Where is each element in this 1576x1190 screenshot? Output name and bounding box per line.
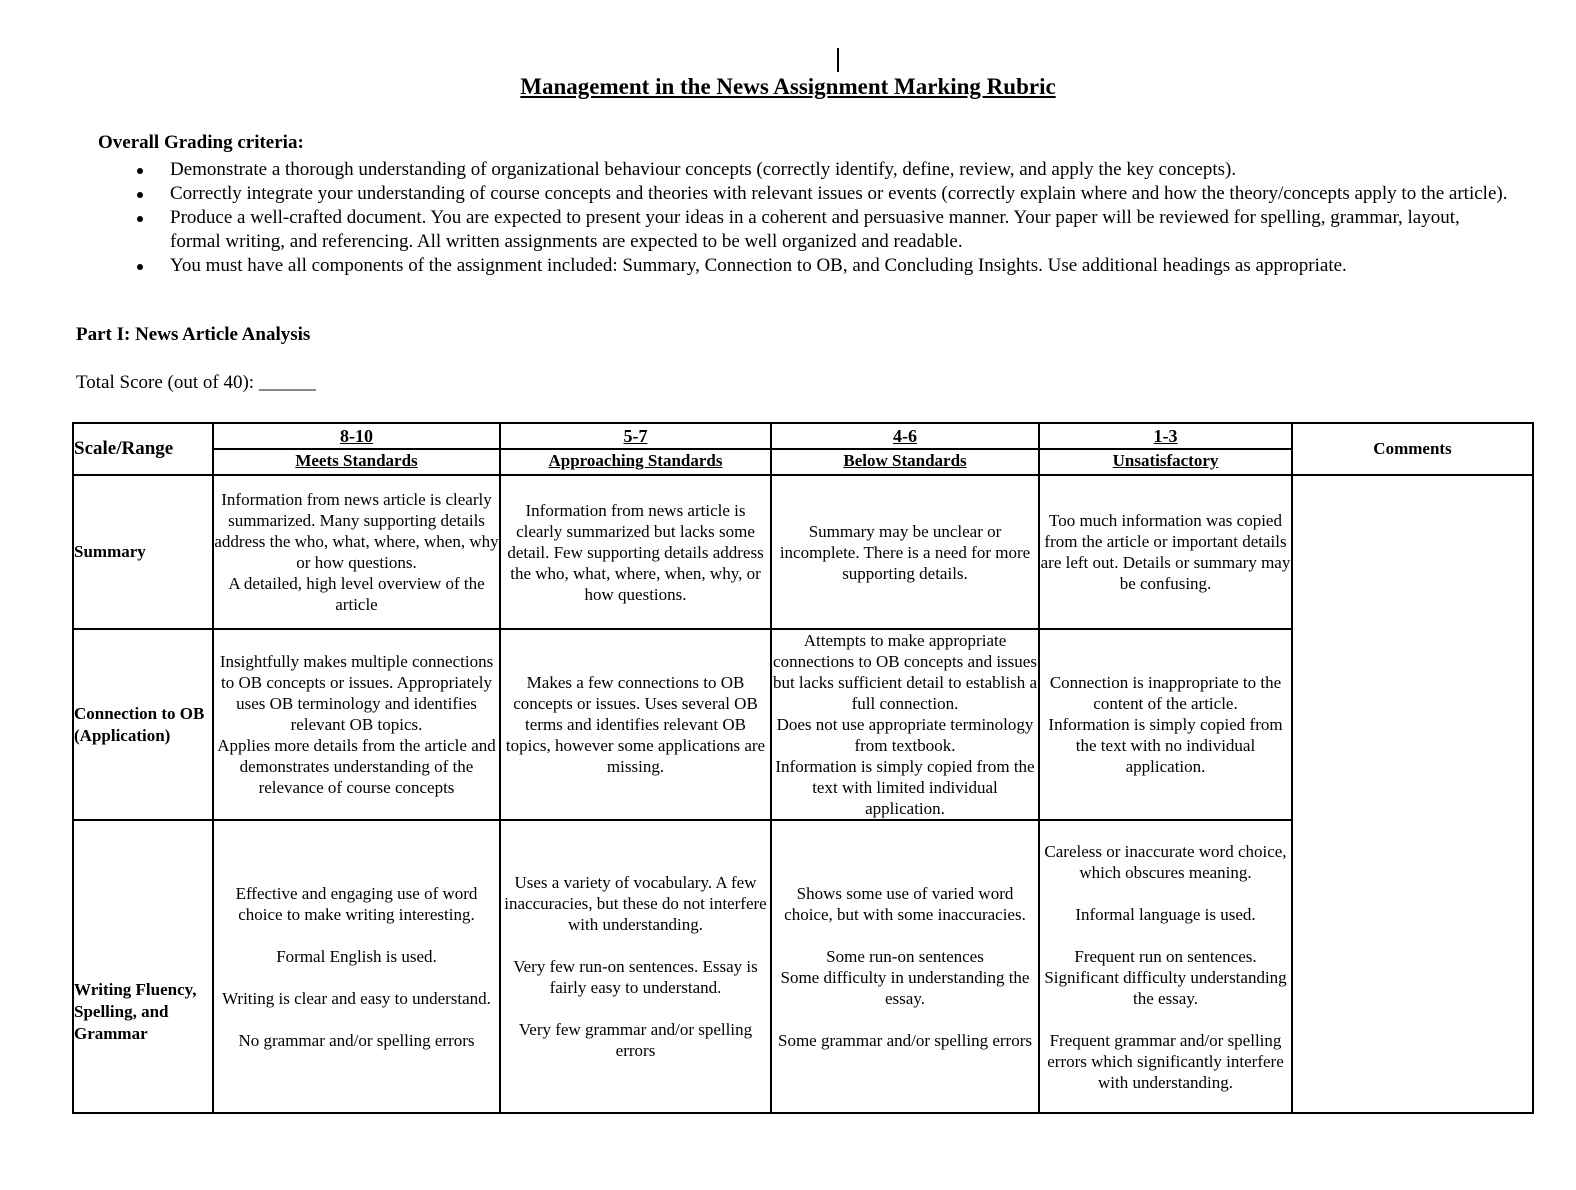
rubric-cell: Uses a variety of vocabulary. A few inaccuracies, but these do not interfere with understanding. Very few run-on sentences. Essay is fairly easy to understand. Very few grammar and/or spelling errors xyxy=(500,820,771,1113)
level-header-approaching xyxy=(500,423,771,475)
level-range: 8-10 xyxy=(214,426,499,450)
rubric-cell: Insightfully makes multiple connections to OB concepts or issues. Appropriately uses OB terminology and identifies relevant OB topics. Applies more details from the article and demonstrates understanding of the relevance of course concepts xyxy=(213,629,500,820)
text-cursor-mark xyxy=(837,48,839,72)
level-range: 1-3 xyxy=(1040,426,1291,450)
level-range: 4-6 xyxy=(772,426,1038,450)
level-header-unsatisfactory xyxy=(1039,423,1292,475)
rubric-cell: Careless or inaccurate word choice, which obscures meaning. Informal language is used. Frequent run on sentences. Significant difficulty understanding the essay. Frequent grammar and/or spelling errors which significantly interfere with understanding. xyxy=(1039,820,1292,1113)
level-label: Meets Standards xyxy=(295,451,418,470)
rubric-table xyxy=(72,422,1534,1114)
level-label: Approaching Standards xyxy=(548,451,723,470)
rubric-header-row xyxy=(73,423,1533,475)
level-label: Below Standards xyxy=(843,451,967,470)
scale-range-header: Scale/Range xyxy=(73,423,213,475)
rubric-row-summary xyxy=(73,475,1533,629)
level-header-below xyxy=(771,423,1039,475)
part-heading: Part I: News Article Analysis xyxy=(76,324,311,345)
row-label: Summary xyxy=(73,475,213,629)
rubric-cell: Connection is inappropriate to the content of the article. Information is simply copied from the text with no individual application. xyxy=(1039,629,1292,820)
criteria-heading: Overall Grading criteria: xyxy=(98,132,304,153)
rubric-cell: Information from news article is clearly summarized but lacks some detail. Few supporting details address the who, what, where, when, why, or how questions. xyxy=(500,475,771,629)
rubric-cell: Effective and engaging use of word choice to make writing interesting. Formal English is used. Writing is clear and easy to understand. No grammar and/or spelling errors xyxy=(213,820,500,1113)
criteria-list xyxy=(170,158,1510,278)
row-label: Writing Fluency, Spelling, and Grammar xyxy=(73,820,213,1113)
criteria-item: Produce a well-crafted document. You are expected to present your ideas in a coherent and persuasive manner. Your paper will be reviewed for spelling, grammar, layout, formal writing, and referencing. All written assignments are expected to be well organized and readable. xyxy=(170,206,1510,254)
comments-header: Comments xyxy=(1292,423,1533,475)
rubric-cell: Makes a few connections to OB concepts or issues. Uses several OB terms and identifies relevant OB topics, however some applications are missing. xyxy=(500,629,771,820)
rubric-cell: Attempts to make appropriate connections to OB concepts and issues but lacks sufficient detail to establish a full connection. Does not use appropriate terminology from textbook. Information is simply copied from the text with limited individual application. xyxy=(772,631,1038,818)
comments-cell xyxy=(1292,475,1533,1113)
criteria-item: Correctly integrate your understanding of course concepts and theories with relevant issues or events (correctly explain where and how the theory/concepts apply to the article). xyxy=(170,182,1510,206)
criteria-item: Demonstrate a thorough understanding of organizational behaviour concepts (correctly identify, define, review, and apply the key concepts). xyxy=(170,158,1510,182)
rubric-cell: Summary may be unclear or incomplete. There is a need for more supporting details. xyxy=(771,475,1039,629)
level-header-meets xyxy=(213,423,500,475)
criteria-item: You must have all components of the assignment included: Summary, Connection to OB, and Concluding Insights. Use additional headings as appropriate. xyxy=(170,254,1510,278)
rubric-cell: Too much information was copied from the article or important details are left out. Details or summary may be confusing. xyxy=(1039,475,1292,629)
row-label: Connection to OB (Application) xyxy=(73,629,213,820)
rubric-cell: Shows some use of varied word choice, but with some inaccuracies. Some run-on sentences Some difficulty in understanding the essay. Some grammar and/or spelling errors xyxy=(771,820,1039,1113)
rubric-cell: Information from news article is clearly summarized. Many supporting details address the who, what, where, when, why or how questions. A detailed, high level overview of the article xyxy=(213,475,500,629)
total-score-line: Total Score (out of 40): ______ xyxy=(76,372,316,393)
level-range: 5-7 xyxy=(501,426,770,450)
page-title: Management in the News Assignment Marking Rubric xyxy=(520,74,1056,99)
level-label: Unsatisfactory xyxy=(1112,451,1219,470)
